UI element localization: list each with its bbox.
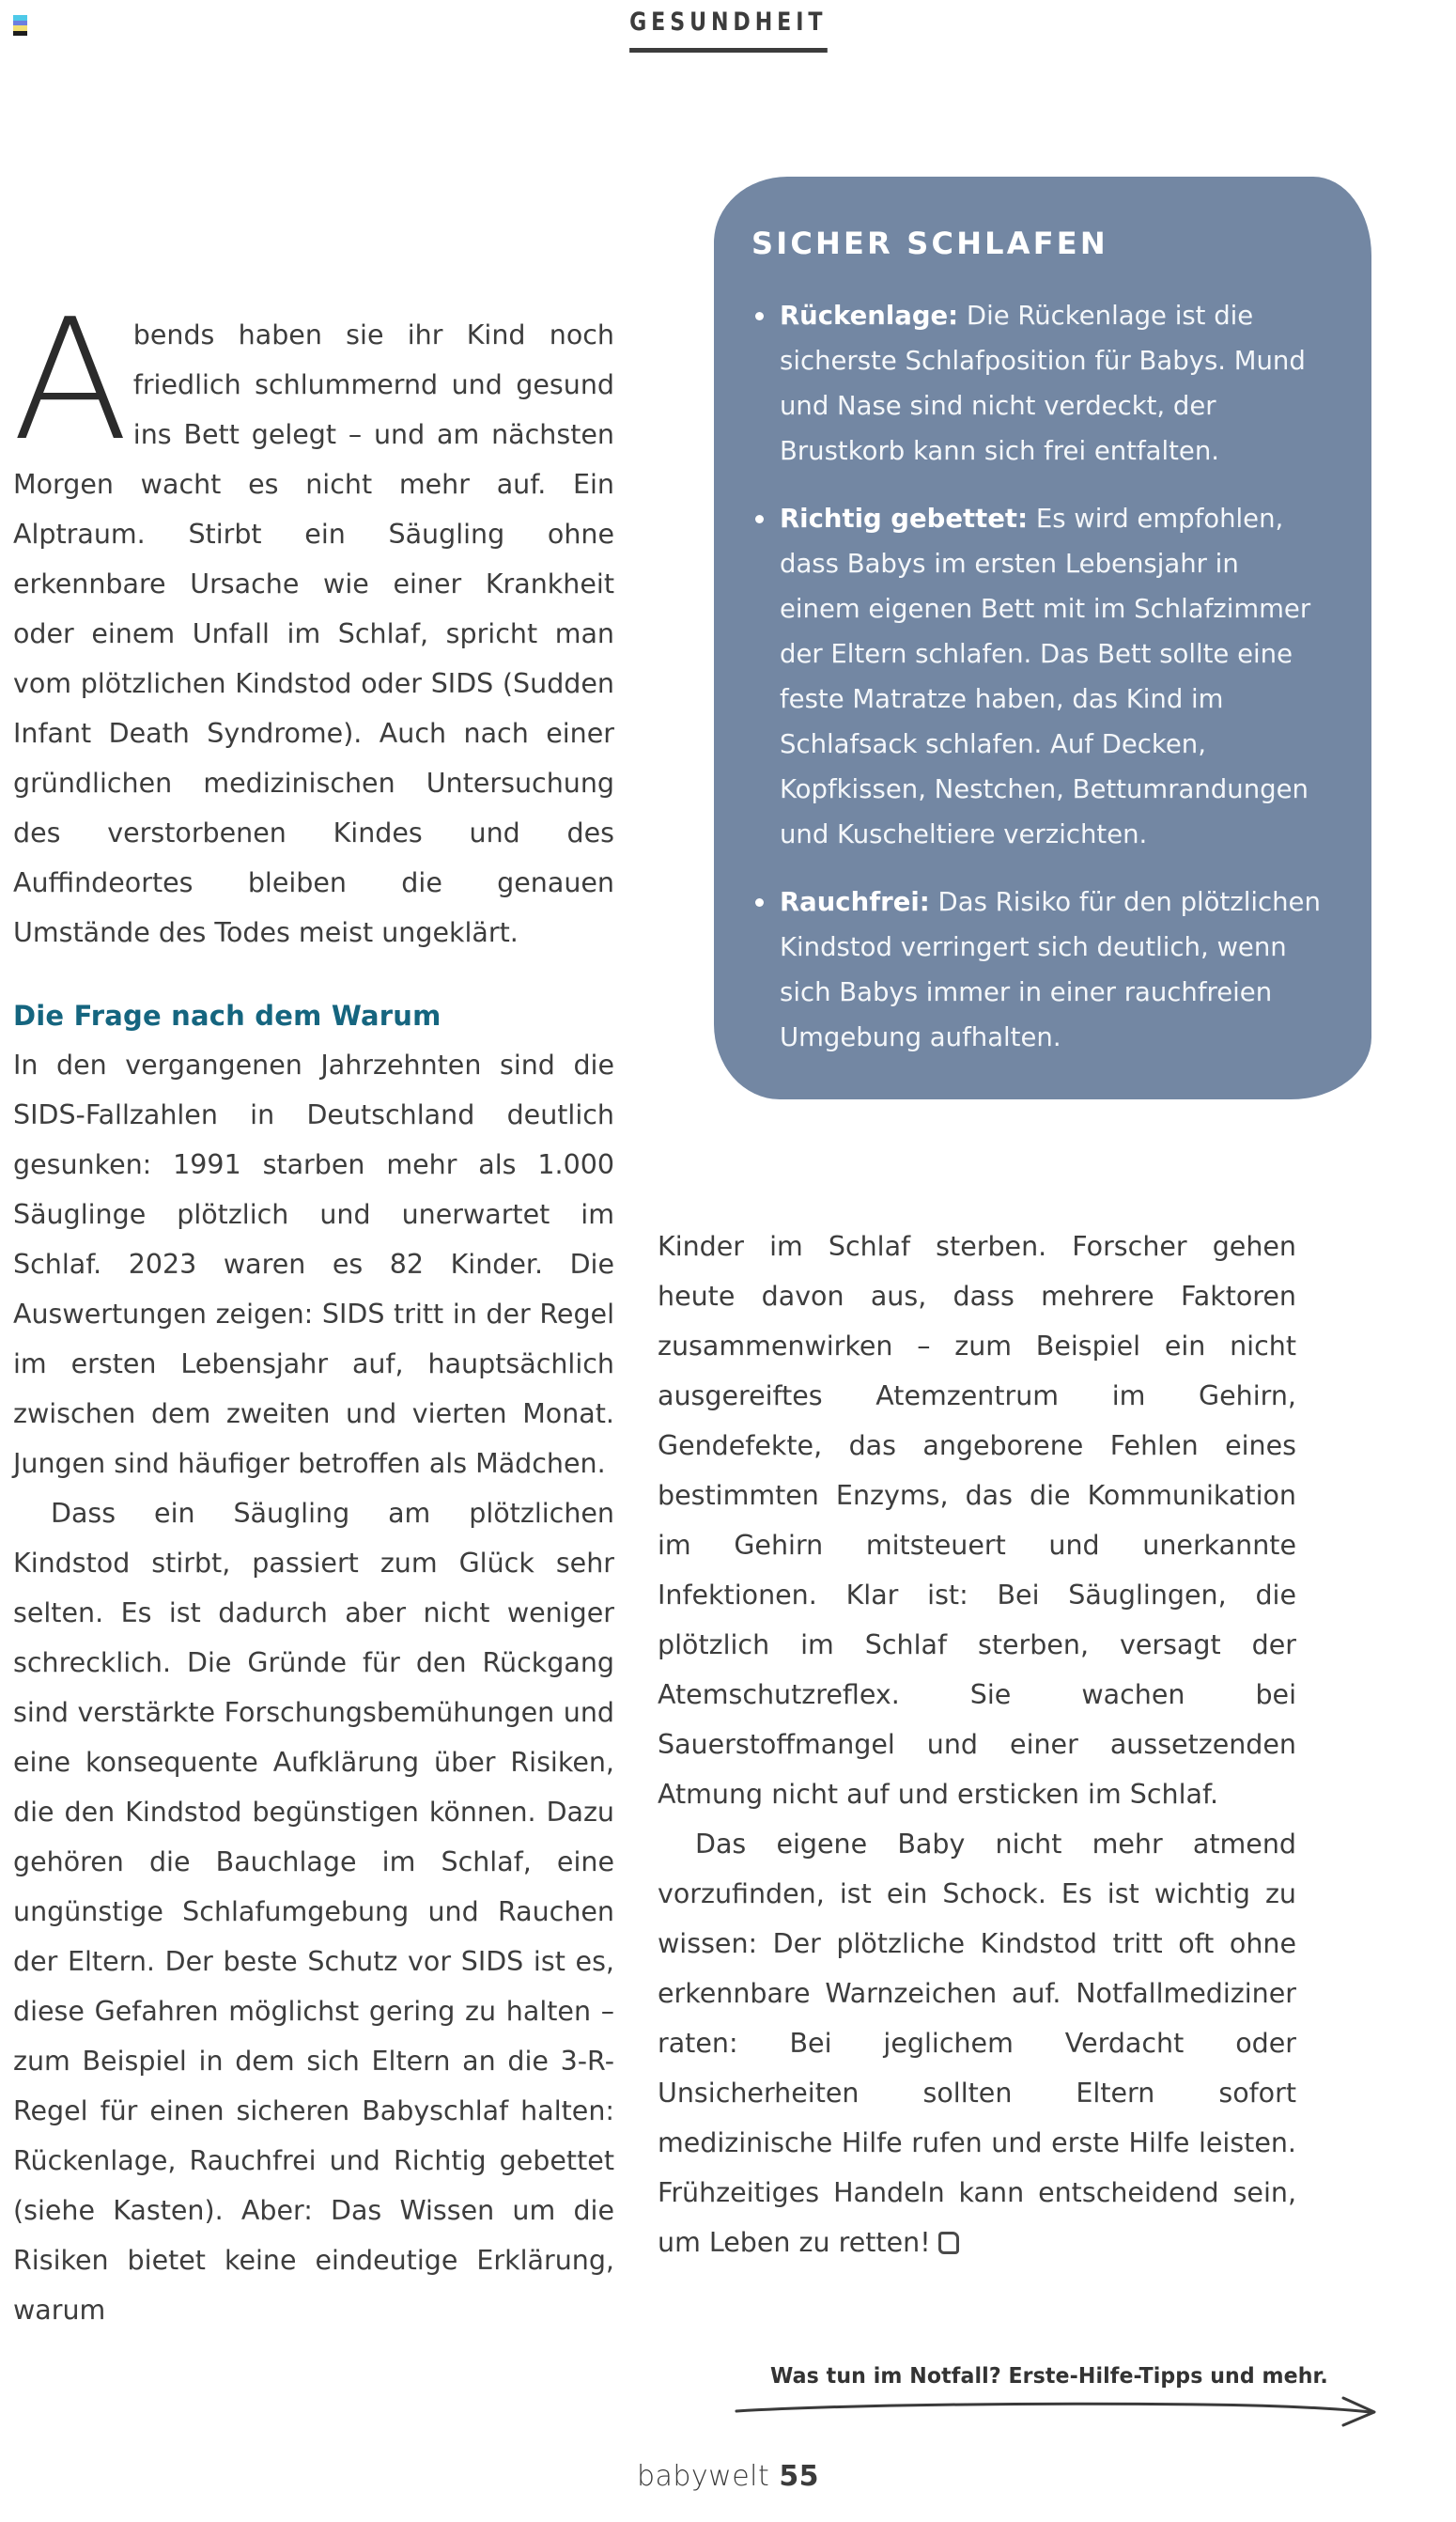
- bullet-dot-icon: [755, 898, 764, 907]
- section-subheading: Die Frage nach dem Warum: [13, 1000, 441, 1032]
- paragraph-factors: Kinder im Schlaf sterben. Forscher gehen heute davon aus, dass mehrere Faktoren zusammenwirken – zum Beispiel ein nicht ausgereiftes Atemzentrum im Gehirn, Gendefekte, das angeborene Fehlen eines bestimmten Enzyms, das die Kommunikation im Gehirn mitsteuert und unerkannte Infektionen. Klar ist: Bei Säuglingen, die plötzlich im Schlaf sterben, versagt der Atemschutzreflex. Sie wachen bei Sauerstoffmangel und einer aussetzenden Atmung nicht auf und ersticken im Schlaf.: [658, 1231, 1296, 1810]
- paragraph-emergency-text: Das eigene Baby nicht mehr atmend vorzufinden, ist ein Schock. Es ist wichtig zu wissen: Der plötzliche Kindstod tritt oft ohne erkennbare Warnzeichen auf. Notfallmediziner raten: Bei jeglichem Verdacht oder Unsicherheiten sollten Eltern sofort medizinische Hilfe rufen und erste Hilfe leisten. Frühzeitiges Handeln kann entscheidend sein, um Leben zu retten!: [658, 1829, 1296, 2258]
- list-item-lead: Richtig gebettet:: [780, 504, 1029, 534]
- list-item-lead: Rückenlage:: [780, 301, 959, 331]
- end-of-article-icon: [938, 2232, 959, 2254]
- article-left-column: [11, 283, 614, 2335]
- magazine-name: babywelt: [636, 2460, 770, 2493]
- article-right-column: [658, 1222, 1296, 2267]
- paragraph-opening: bends haben sie ihr Kind noch friedlich schlummernd und gesund ins Bett gelegt – und am nächsten Morgen wacht es nicht mehr auf. Ein Alptraum. Stirbt ein Säugling ohne erkennbare Ursache wie einer Krankheit oder einem Unfall im Schlaf, spricht man vom plötzlichen Kindstod oder SIDS (Sudden Infant Death Syndrome). Auch nach einer gründlichen medizinischen Untersuchung des verstorbenen Kindes und des Auffindeortes bleiben die genauen Umstände des Todes meist ungeklärt.: [13, 319, 614, 948]
- info-box-title: SICHER SCHLAFEN: [751, 226, 1108, 261]
- drop-cap: A: [11, 283, 125, 477]
- paragraph-emergency: [658, 1819, 1296, 2267]
- page-number: 55: [779, 2460, 820, 2493]
- bullet-dot-icon: [755, 515, 764, 523]
- bullet-dot-icon: [755, 312, 764, 320]
- paragraph-statistics: In den vergangenen Jahrzehnten sind die SIDS-Fallzahlen in Deutschland deutlich gesunken: 1991 starben mehr als 1.000 Säuglinge plötzlich und unerwartet im Schlaf. 2023 waren es 82 Kinder. Die Auswertungen zeigen: SIDS tritt in der Regel im ersten Lebensjahr auf, hauptsächlich zwischen dem zweiten und vierten Monat. Jungen sind häufiger betroffen als Mädchen.: [13, 1050, 614, 1479]
- opening-paragraph-block: [11, 283, 614, 957]
- info-box-list: [751, 293, 1326, 1060]
- running-head-title: GESUNDHEIT: [629, 8, 827, 53]
- info-box-sicher-schlafen: [714, 177, 1371, 1099]
- teaser-label: Was tun im Notfall? Erste-Hilfe-Tipps und mehr.: [770, 2364, 1328, 2389]
- running-head: [0, 0, 1456, 53]
- list-item-lead: Rauchfrei:: [780, 887, 930, 917]
- list-item: [751, 496, 1326, 857]
- arrow-right-icon: [733, 2396, 1390, 2428]
- list-item-text: Das Risiko für den plötzlichen Kindstod verringert sich deutlich, wenn sich Babys immer in einer rauchfreien Umgebung aufhalten.: [780, 887, 1321, 1052]
- list-item: [751, 293, 1326, 474]
- list-item-text: Die Rückenlage ist die sicherste Schlafposition für Babys. Mund und Nase sind nicht verdeckt, der Brustkorb kann sich frei entfalten.: [780, 301, 1306, 466]
- list-item: [751, 880, 1326, 1060]
- paragraph-causes: Dass ein Säugling am plötzlichen Kindstod stirbt, passiert zum Glück sehr selten. Es ist dadurch aber nicht weniger schrecklich. Die Gründe für den Rückgang sind verstärkte Forschungsbemühungen und eine konsequente Aufklärung über Risiken, die den Kindstod begünstigen können. Dazu gehören die Bauchlage im Schlaf, eine ungünstige Schlafumgebung und Rauchen der Eltern. Der beste Schutz vor SIDS ist es, diese Gefahren möglichst gering zu halten – zum Beispiel in dem sich Eltern an die 3-R-Regel für einen sicheren Babyschlaf halten: Rückenlage, Rauchfrei und Richtig gebettet (siehe Kasten). Aber: Das Wissen um die Risiken bietet keine eindeutige Erklärung, warum: [13, 1498, 614, 2326]
- list-item-text: Es wird empfohlen, dass Babys im ersten Lebensjahr in einem eigenen Bett mit im Schlafzimmer der Eltern schlafen. Das Bett sollte eine feste Matratze haben, das Kind im Schlafsack schlafen. Auf Decken, Kopfkissen, Nestchen, Bettumrandungen und Kuscheltiere verzichten.: [780, 504, 1311, 849]
- next-article-teaser[interactable]: [770, 2364, 1390, 2428]
- page-footer: [0, 2460, 1456, 2493]
